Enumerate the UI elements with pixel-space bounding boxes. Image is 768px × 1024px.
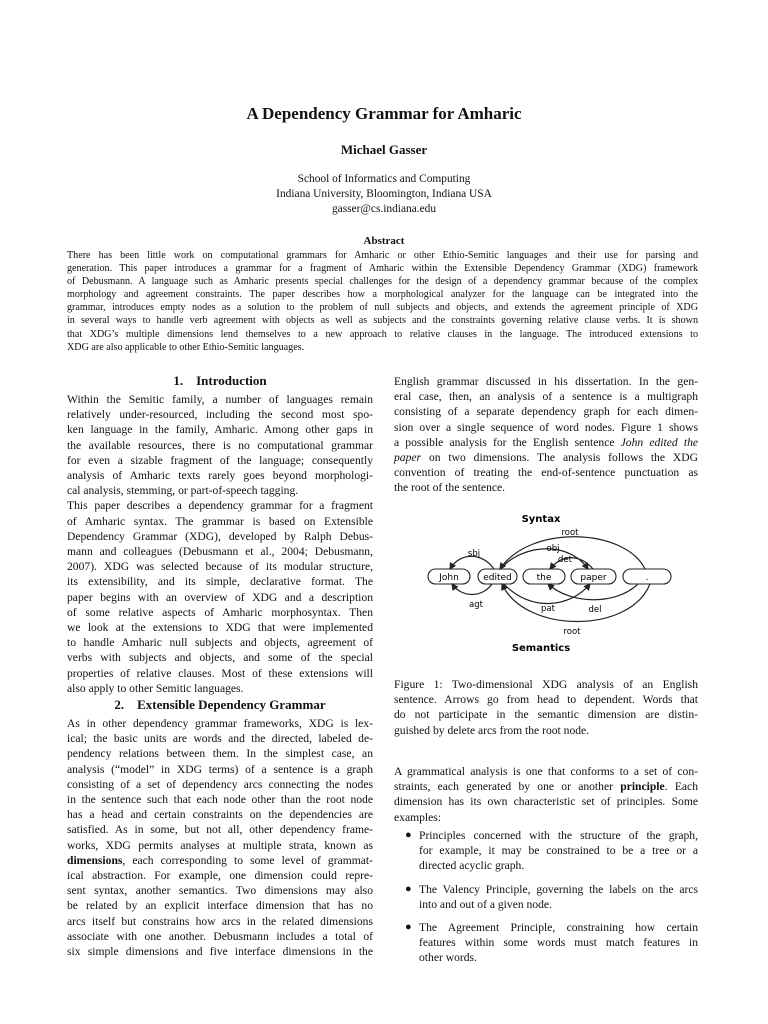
text-line: dimension has its own characteristic set of principles. Some <box>394 795 698 809</box>
text-line: consisting of a separate dependency graph for each dimen- <box>394 405 698 419</box>
arc-label: del <box>588 605 602 615</box>
arc-label: pat <box>541 604 555 614</box>
right-column-paragraph <box>394 374 698 496</box>
text-line: to handle Amharic null subjects and objects, agreement of <box>67 636 373 650</box>
word-label: the <box>536 573 552 583</box>
semantic-arc-del <box>548 584 638 600</box>
text-line: analysis (“model” in XDG terms) of a sentence is a graph <box>67 762 373 776</box>
section-heading-introduction: 1. Introduction <box>173 373 267 388</box>
list-item <box>394 828 698 874</box>
arc-label: root <box>561 528 579 538</box>
text-line: sent syntax, another semantics. Two dimensions may also <box>67 884 373 898</box>
text-line: six simple dimensions and five interface dimensions in the <box>67 945 373 959</box>
word-label: John <box>439 573 459 583</box>
text-line: cal analysis, stemming, or part-of-speech tagging. <box>67 484 299 498</box>
text-line: other words. <box>419 951 477 965</box>
text-line: paper on two dimensions. The analysis follows the XDG <box>394 451 698 465</box>
text-line: ken language in the family, Amharic. Among other gaps in <box>67 423 373 437</box>
caption-line: do not participate in the semantic dimension are distin- <box>394 708 698 722</box>
text-line: be related by an explicit interface dimension that has no <box>67 899 373 913</box>
abstract-line: in several ways to handle verb agreement with objects as well as subjects and the constraints governing relative clause verbs. It is shown <box>67 315 698 327</box>
affiliation <box>0 172 768 217</box>
word-node <box>523 569 565 584</box>
list-item <box>394 920 698 966</box>
author-name: Michael Gasser <box>340 142 428 157</box>
text-line: English grammar discussed in his dissertation. In the gen- <box>394 375 698 388</box>
caption-line: sentence. Arrows go from head to dependent. Words that <box>394 693 698 707</box>
text-line: The Valency Principle, governing the labels on the arcs <box>419 882 698 896</box>
list-item <box>394 882 698 912</box>
abstract-heading: Abstract <box>363 235 405 247</box>
bullet-icon: ● <box>405 829 412 841</box>
text-line: for even a sizable fragment of the language; consequently <box>67 453 373 467</box>
arc-label: obj <box>546 544 560 554</box>
text-line: This paper describes a dependency grammar for a fragment <box>67 499 373 513</box>
text-line: sion over a single sequence of word nodes. Figure 1 shows <box>394 420 698 434</box>
semantic-arc-pat <box>504 584 590 604</box>
bullet-icon: ● <box>405 921 412 934</box>
syntax-label: Syntax <box>521 514 561 525</box>
abstract-line: morphology and agreement constraints. The paper describes how a morphological analyzer for the language can be integrated into the <box>67 289 698 301</box>
arc-label: det <box>558 555 572 565</box>
text-line: directed acyclic graph. <box>419 859 525 873</box>
caption-line: guished by delete arcs from the root node. <box>394 723 590 737</box>
text-line: mann and colleagues (Debusmann et al., 2004; Debusmann, <box>67 545 373 559</box>
principles-list <box>394 828 698 974</box>
text-line: the available resources, there is no computational grammar <box>67 438 373 452</box>
abstract-line: generation. This paper introduces a grammar for a fragment of Amharic within the Extensible Dependency Grammar (XDG) framework <box>67 263 698 275</box>
arc-label: sbj <box>467 549 481 559</box>
abstract-line: XDG are also applicable to other Ethio-Semitic languages. <box>67 341 305 353</box>
text-line: Dependency Grammar (XDG), developed by Ralph Debus- <box>67 529 373 543</box>
text-line: for example, it may be constrained to be a tree or a <box>419 844 698 858</box>
text-line: convention of treating the end-of-sentence punctuation as <box>394 466 698 480</box>
text-line: dimensions, each corresponding to some level of grammat- <box>67 853 373 867</box>
text-line: paper begins with an overview of XDG and a description <box>67 590 373 604</box>
text-line: ical abstraction. For example, one dimension could repre- <box>67 869 373 883</box>
text-line: in the sentence such that each node other than the root node <box>67 793 373 807</box>
dependency-graph-figure <box>420 508 680 660</box>
text-line: As in other dependency grammar frameworks, XDG is lex- <box>67 717 373 730</box>
semantic-arc-agt <box>452 584 492 595</box>
text-line: associate with one another. Debusmann includes a total of <box>67 929 373 943</box>
xdg-section-body <box>67 716 373 959</box>
text-line: relatively under-resourced, including the second most spo- <box>67 408 373 422</box>
text-line: pendency relations between them. In the simplest case, an <box>67 747 373 761</box>
text-line: straints, each generated by one or another principle. Each <box>394 780 698 794</box>
section-heading-xdg: 2. Extensible Dependency Grammar <box>114 697 326 712</box>
affiliation-line: School of Informatics and Computing <box>297 173 471 185</box>
text-line: eral case, then, an analysis of a sentence is a multigraph <box>394 390 698 404</box>
semantic-arc-root <box>502 584 650 622</box>
arc-label: agt <box>469 600 483 610</box>
word-node <box>428 569 470 584</box>
text-line: of Amharic syntax. The grammar is based on Extensible <box>67 514 373 528</box>
text-line: examples: <box>394 810 442 824</box>
syntax-arc-root <box>500 537 645 569</box>
text-line: its extensibility, and its simple, declarative format. The <box>67 575 373 589</box>
text-line: the root of the sentence. <box>394 481 506 495</box>
text-line: verbs with subjects and objects, and some of the special <box>67 651 373 665</box>
caption-line: Figure 1: Two-dimensional XDG analysis of an English <box>394 678 698 691</box>
figure-caption <box>394 677 698 738</box>
text-line: works, XDG permits analyses at multiple strata, known as <box>67 838 373 852</box>
semantics-label: Semantics <box>511 643 571 654</box>
word-node <box>478 569 517 584</box>
introduction-body <box>67 392 373 696</box>
text-line: Principles concerned with the structure of the graph, <box>419 829 698 842</box>
text-line: into and out of a given node. <box>419 897 552 911</box>
principles-paragraph <box>394 764 698 825</box>
word-label: edited <box>483 573 512 583</box>
arc-label: root <box>563 627 581 637</box>
paper-title: A Dependency Grammar for Amharic <box>246 104 522 123</box>
word-label: paper <box>580 573 607 583</box>
word-label: . <box>645 573 649 583</box>
email: gasser@cs.indiana.edu <box>331 203 437 215</box>
text-line: consisting of a set of dependency arcs connecting the nodes <box>67 777 373 791</box>
text-line: properties of relative clauses. Most of these extensions will <box>67 666 373 680</box>
abstract-line: that XDG’s multiple dimensions lend themselves to a new approach to relative clauses in the language. The introduced extensions to <box>67 328 698 340</box>
text-line: 2007). XDG was selected because of its modular structure, <box>67 560 373 574</box>
text-line: a possible analysis for the English sentence John edited the <box>394 435 699 449</box>
abstract-line: There has been little work on computational grammars for Amharic or other Ethio-Semitic languages and their use for parsing and <box>67 250 698 261</box>
abstract-line: grammar, introduces empty nodes as a solution to the problem of null subjects and objects, and extends the agreement principle of XDG <box>67 302 698 314</box>
abstract-line: of Debusmann. A language such as Amharic presents special challenges for the design of a dependency grammar because of the complex <box>67 276 698 288</box>
text-line: The Agreement Principle, constraining how certain <box>419 921 698 935</box>
text-line: Within the Semitic family, a number of languages remain <box>67 393 373 406</box>
text-line: ical; the basic units are words and the directed, labeled de- <box>67 732 373 746</box>
text-line: also apply to other Semitic languages. <box>67 681 244 695</box>
text-line: A grammatical analysis is one that conforms to a set of con- <box>394 765 698 778</box>
syntax-arc-obj <box>500 549 588 569</box>
text-line: has a head and certain constraints on the dependencies are <box>67 808 373 822</box>
bullet-icon: ● <box>405 882 412 895</box>
text-line: satisfied. As in some, but not all, other dependency frame- <box>67 823 373 837</box>
text-line: of some relative aspects of Amharic morphosyntax. Then <box>67 605 373 619</box>
abstract-body <box>67 249 698 354</box>
affiliation-line: Indiana University, Bloomington, Indiana USA <box>276 188 492 200</box>
text-line: features within some words must match features in <box>419 936 698 950</box>
word-node <box>623 569 671 584</box>
text-line: analysis of Amharic texts rarely goes beyond morphologi- <box>67 469 373 483</box>
word-node <box>571 569 616 584</box>
text-line: we look at the extensions to XDG that were implemented <box>67 621 373 635</box>
text-line: arcs itself but constrains how arcs in the related dimensions <box>67 914 373 928</box>
